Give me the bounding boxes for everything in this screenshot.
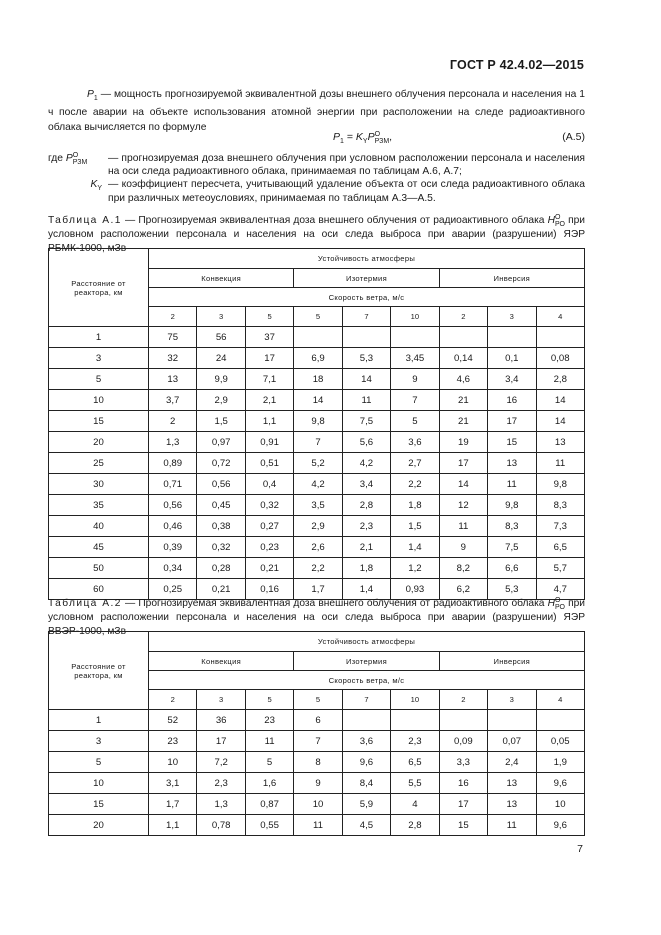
table1-group-header: Изотермия — [294, 269, 439, 288]
dose-cell: 16 — [439, 773, 487, 794]
dose-cell: 0,4 — [245, 474, 293, 495]
dose-cell: 9,6 — [342, 752, 390, 773]
table-row — [49, 731, 585, 752]
formula-tail: , — [389, 131, 393, 143]
definition-symbol — [48, 178, 108, 204]
table1-caption-a: — Прогнозируемая эквивалентная доза внешнего облучения от радиоактивного облака — [121, 215, 548, 226]
table2-speed-header: 5 — [245, 690, 293, 710]
dose-cell: 36 — [197, 710, 245, 731]
dose-cell: 1,4 — [342, 579, 390, 600]
table-row — [49, 348, 585, 369]
dose-cell: 2,2 — [294, 558, 342, 579]
formula-k: K — [355, 131, 363, 143]
dose-cell: 2,1 — [342, 537, 390, 558]
table2-h: H — [547, 598, 555, 609]
table2-speed-header: 3 — [488, 690, 536, 710]
dose-cell: 0,72 — [197, 453, 245, 474]
distance-cell: 1 — [49, 710, 149, 731]
table2-speed-header: 4 — [536, 690, 585, 710]
dose-cell: 6,9 — [294, 348, 342, 369]
dose-cell: 52 — [149, 710, 197, 731]
table1-wind-header: Скорость ветра, м/с — [149, 288, 585, 307]
definition-symbol — [48, 152, 108, 178]
table2-distance-header: Расстояние от реактора, км — [49, 632, 149, 710]
dose-cell: 19 — [439, 432, 487, 453]
dose-cell: 9,8 — [294, 411, 342, 432]
dose-cell: 21 — [439, 390, 487, 411]
dose-cell: 17 — [439, 794, 487, 815]
dose-cell — [294, 327, 342, 348]
dose-cell: 0,16 — [245, 579, 293, 600]
dose-cell: 11 — [536, 453, 585, 474]
distance-cell: 10 — [49, 773, 149, 794]
table2-caption-a: — Прогнозируемая эквивалентная доза внешнего облучения от радиоактивного облака — [121, 598, 548, 609]
dose-cell: 6,5 — [391, 752, 439, 773]
dose-cell: 0,27 — [245, 516, 293, 537]
distance-cell: 30 — [49, 474, 149, 495]
dose-cell: 3,5 — [294, 495, 342, 516]
table1-speed-header: 3 — [488, 307, 536, 327]
dose-cell: 11 — [245, 731, 293, 752]
dose-cell: 13 — [149, 369, 197, 390]
dose-cell: 14 — [536, 411, 585, 432]
distance-cell: 40 — [49, 516, 149, 537]
distance-cell: 50 — [49, 558, 149, 579]
dose-cell: 7 — [294, 432, 342, 453]
dose-cell: 0,89 — [149, 453, 197, 474]
formula-number: (А.5) — [562, 131, 585, 143]
dose-cell — [439, 327, 487, 348]
dose-cell: 9 — [294, 773, 342, 794]
dose-cell: 1,8 — [342, 558, 390, 579]
dose-cell: 0,14 — [439, 348, 487, 369]
dose-cell: 6,5 — [536, 537, 585, 558]
dose-cell: 6,6 — [488, 558, 536, 579]
dose-cell: 0,38 — [197, 516, 245, 537]
table1-speed-header: 3 — [197, 307, 245, 327]
table2-h-sub: РО — [554, 604, 565, 611]
table2-speed-header: 7 — [342, 690, 390, 710]
table-row — [49, 474, 585, 495]
dose-cell: 5,6 — [342, 432, 390, 453]
dose-cell: 7,1 — [245, 369, 293, 390]
dose-cell — [439, 710, 487, 731]
dose-cell: 8 — [294, 752, 342, 773]
distance-cell: 60 — [49, 579, 149, 600]
dose-cell: 1,3 — [197, 794, 245, 815]
dose-cell: 16 — [488, 390, 536, 411]
table-row — [49, 516, 585, 537]
table1 — [48, 248, 585, 600]
dose-cell: 9,9 — [197, 369, 245, 390]
definition-sym: P — [65, 153, 73, 164]
table1-speed-header: 2 — [439, 307, 487, 327]
dose-cell: 0,45 — [197, 495, 245, 516]
dose-cell: 7,5 — [342, 411, 390, 432]
formula-p: P — [367, 131, 375, 143]
table2-group-header: Изотермия — [294, 652, 439, 671]
dose-cell: 32 — [149, 348, 197, 369]
dose-cell: 1,4 — [391, 537, 439, 558]
intro-symbol: P — [87, 89, 94, 100]
dose-cell: 2,3 — [342, 516, 390, 537]
distance-cell: 10 — [49, 390, 149, 411]
dose-cell: 0,32 — [245, 495, 293, 516]
dose-cell: 3,4 — [488, 369, 536, 390]
dose-cell: 11 — [439, 516, 487, 537]
formula-p-sup: O — [374, 131, 381, 138]
dose-cell: 1,1 — [149, 815, 197, 836]
table-row — [49, 710, 585, 731]
dose-cell: 11 — [488, 474, 536, 495]
table-row — [49, 327, 585, 348]
dose-cell: 0,91 — [245, 432, 293, 453]
dose-cell: 9,6 — [536, 773, 585, 794]
dose-cell: 2,8 — [391, 815, 439, 836]
table2-stability-header: Устойчивость атмосферы — [149, 632, 585, 652]
definition-item — [48, 178, 585, 204]
distance-cell: 15 — [49, 411, 149, 432]
dose-cell: 2,9 — [197, 390, 245, 411]
dose-cell: 8,2 — [439, 558, 487, 579]
dose-cell: 2,8 — [536, 369, 585, 390]
table2-label: Таблица А.2 — [48, 598, 122, 609]
dose-cell: 13 — [488, 453, 536, 474]
table2-speed-header: 2 — [439, 690, 487, 710]
table2-caption-b: при условном расположении персонала и населения на оси следа выброса при аварии (разрушении) ЯЭР ВВЭР-1000, мЗв — [48, 598, 585, 638]
dose-cell: 3,6 — [342, 731, 390, 752]
table2-wind-header: Скорость ветра, м/с — [149, 671, 585, 690]
dose-cell: 7 — [391, 390, 439, 411]
dose-cell: 4 — [391, 794, 439, 815]
dose-cell: 5,9 — [342, 794, 390, 815]
dose-cell: 3,4 — [342, 474, 390, 495]
dose-cell: 0,05 — [536, 731, 585, 752]
dose-cell: 0,32 — [197, 537, 245, 558]
dose-cell: 4,7 — [536, 579, 585, 600]
dose-cell — [536, 327, 585, 348]
formula-lhs: P — [333, 131, 341, 143]
formula-p-sub: РЗМ — [374, 138, 390, 145]
table1-speed-header: 5 — [294, 307, 342, 327]
definitions — [48, 152, 585, 205]
table-row — [49, 558, 585, 579]
dose-cell — [488, 710, 536, 731]
dose-cell: 7 — [294, 731, 342, 752]
dose-cell: 7,3 — [536, 516, 585, 537]
table-row — [49, 815, 585, 836]
dose-cell: 13 — [488, 773, 536, 794]
dose-cell: 2 — [149, 411, 197, 432]
dose-cell: 5,5 — [391, 773, 439, 794]
dose-cell: 9 — [439, 537, 487, 558]
dose-cell: 0,71 — [149, 474, 197, 495]
distance-cell: 25 — [49, 453, 149, 474]
table1-h-indices — [555, 214, 565, 228]
table2 — [48, 631, 585, 836]
table1-h: H — [547, 215, 555, 226]
dose-cell: 1,9 — [536, 752, 585, 773]
definition-prefix: где — [48, 153, 66, 164]
intro-text: — мощность прогнозируемой эквивалентной дозы внешнего облучения персонала и населения на 1 ч после аварии на объекте использования атомной энергии при расположении на следе радиоактивного облака вычисляется по формуле — [48, 89, 585, 133]
table1-speed-header: 10 — [391, 307, 439, 327]
dose-cell: 21 — [439, 411, 487, 432]
dose-cell: 0,07 — [488, 731, 536, 752]
table1-h-sup: O — [554, 214, 561, 221]
table1-h-sub: РО — [554, 221, 565, 228]
dose-cell: 4,2 — [294, 474, 342, 495]
dose-cell: 10 — [149, 752, 197, 773]
distance-cell: 3 — [49, 348, 149, 369]
table-row — [49, 411, 585, 432]
table2-h-indices — [555, 597, 565, 611]
dose-cell — [488, 327, 536, 348]
dose-cell: 11 — [294, 815, 342, 836]
dose-cell: 5,7 — [536, 558, 585, 579]
dose-cell: 2,3 — [391, 731, 439, 752]
dose-cell: 3,45 — [391, 348, 439, 369]
dose-cell: 5 — [391, 411, 439, 432]
dose-cell: 2,6 — [294, 537, 342, 558]
formula-lhs-sub: 1 — [340, 138, 344, 146]
dose-cell: 0,25 — [149, 579, 197, 600]
definition-indices — [73, 152, 88, 166]
dose-cell: 0,39 — [149, 537, 197, 558]
dose-cell: 10 — [294, 794, 342, 815]
dose-cell: 11 — [488, 815, 536, 836]
dose-cell: 17 — [245, 348, 293, 369]
definition-text: — прогнозируемая доза внешнего облучения при условном расположении персонала и населения на оси следа радиоактивного облака, принимаемая по таблицам А.6, А.7; — [108, 153, 585, 178]
distance-cell: 35 — [49, 495, 149, 516]
dose-cell: 17 — [197, 731, 245, 752]
dose-cell — [391, 327, 439, 348]
table2-speed-header: 10 — [391, 690, 439, 710]
dose-cell: 2,4 — [488, 752, 536, 773]
dose-cell: 3,3 — [439, 752, 487, 773]
dose-cell: 12 — [439, 495, 487, 516]
distance-cell: 45 — [49, 537, 149, 558]
dose-cell — [536, 710, 585, 731]
dose-cell: 18 — [294, 369, 342, 390]
table2-h-sup: O — [554, 597, 561, 604]
dose-cell: 13 — [536, 432, 585, 453]
table-row — [49, 752, 585, 773]
table1-label: Таблица А.1 — [48, 215, 122, 226]
distance-cell: 5 — [49, 752, 149, 773]
table-row — [49, 390, 585, 411]
intro-symbol-sub: 1 — [93, 95, 98, 103]
dose-cell: 14 — [342, 369, 390, 390]
dose-cell: 14 — [439, 474, 487, 495]
dose-cell: 9,8 — [488, 495, 536, 516]
dose-cell: 8,3 — [536, 495, 585, 516]
dose-cell: 23 — [245, 710, 293, 731]
distance-cell: 20 — [49, 432, 149, 453]
formula-line — [48, 130, 585, 146]
dose-cell: 6,2 — [439, 579, 487, 600]
dose-cell: 1,6 — [245, 773, 293, 794]
table1-speed-header: 7 — [342, 307, 390, 327]
page-number: 7 — [577, 843, 583, 855]
dose-cell: 2,8 — [342, 495, 390, 516]
formula-eq: = — [343, 131, 356, 143]
table1-group-header: Инверсия — [439, 269, 584, 288]
distance-cell: 1 — [49, 327, 149, 348]
dose-cell: 1,7 — [149, 794, 197, 815]
dose-cell: 1,7 — [294, 579, 342, 600]
dose-cell: 4,6 — [439, 369, 487, 390]
table2-speed-header: 3 — [197, 690, 245, 710]
table2-group-header: Инверсия — [439, 652, 584, 671]
dose-cell: 0,08 — [536, 348, 585, 369]
dose-cell: 2,3 — [197, 773, 245, 794]
dose-cell — [391, 710, 439, 731]
dose-cell: 0,56 — [197, 474, 245, 495]
dose-cell: 0,34 — [149, 558, 197, 579]
dose-cell: 4,2 — [342, 453, 390, 474]
dose-cell: 0,56 — [149, 495, 197, 516]
dose-cell: 0,55 — [245, 815, 293, 836]
dose-cell: 24 — [197, 348, 245, 369]
table1-speed-header: 4 — [536, 307, 585, 327]
table-row — [49, 369, 585, 390]
table2-speed-header: 5 — [294, 690, 342, 710]
dose-cell: 1,5 — [197, 411, 245, 432]
dose-cell: 75 — [149, 327, 197, 348]
table2-group-header: Конвекция — [149, 652, 294, 671]
dose-cell — [342, 710, 390, 731]
dose-cell: 1,5 — [391, 516, 439, 537]
definition-sub: Y — [97, 185, 102, 193]
dose-cell: 0,87 — [245, 794, 293, 815]
intro-paragraph — [48, 88, 585, 135]
dose-cell: 9 — [391, 369, 439, 390]
dose-cell: 1,3 — [149, 432, 197, 453]
distance-cell: 3 — [49, 731, 149, 752]
dose-cell: 0,23 — [245, 537, 293, 558]
dose-cell: 3,7 — [149, 390, 197, 411]
formula — [333, 131, 392, 145]
dose-cell: 0,51 — [245, 453, 293, 474]
dose-cell: 1,1 — [245, 411, 293, 432]
distance-cell: 15 — [49, 794, 149, 815]
dose-cell: 15 — [488, 432, 536, 453]
dose-cell: 3,6 — [391, 432, 439, 453]
dose-cell: 17 — [488, 411, 536, 432]
dose-cell: 0,1 — [488, 348, 536, 369]
table1-speed-header: 2 — [149, 307, 197, 327]
dose-cell: 14 — [536, 390, 585, 411]
dose-cell: 9,6 — [536, 815, 585, 836]
table1-stability-header: Устойчивость атмосферы — [149, 249, 585, 269]
dose-cell: 7,5 — [488, 537, 536, 558]
dose-cell: 56 — [197, 327, 245, 348]
dose-cell: 4,5 — [342, 815, 390, 836]
dose-cell: 14 — [294, 390, 342, 411]
table-row — [49, 794, 585, 815]
dose-cell: 2,1 — [245, 390, 293, 411]
dose-cell: 8,3 — [488, 516, 536, 537]
table2-speed-header: 2 — [149, 690, 197, 710]
standard-header: ГОСТ Р 42.4.02—2015 — [449, 58, 584, 72]
table1-speed-header: 5 — [245, 307, 293, 327]
table-row — [49, 432, 585, 453]
definition-sup: O — [72, 152, 79, 159]
table1-distance-header: Расстояние от реактора, км — [49, 249, 149, 327]
definition-sym: K — [90, 179, 98, 191]
dose-cell: 37 — [245, 327, 293, 348]
table-row — [49, 495, 585, 516]
dose-cell: 0,28 — [197, 558, 245, 579]
distance-cell: 20 — [49, 815, 149, 836]
dose-cell: 1,8 — [391, 495, 439, 516]
dose-cell: 15 — [439, 815, 487, 836]
distance-cell: 5 — [49, 369, 149, 390]
formula-p-indices — [374, 131, 393, 145]
dose-cell: 2,9 — [294, 516, 342, 537]
dose-cell: 0,21 — [197, 579, 245, 600]
table-row — [49, 453, 585, 474]
dose-cell: 5,2 — [294, 453, 342, 474]
dose-cell — [342, 327, 390, 348]
table-row — [49, 773, 585, 794]
dose-cell: 2,7 — [391, 453, 439, 474]
dose-cell: 7,2 — [197, 752, 245, 773]
dose-cell: 3,1 — [149, 773, 197, 794]
dose-cell: 6 — [294, 710, 342, 731]
dose-cell: 8,4 — [342, 773, 390, 794]
dose-cell: 10 — [536, 794, 585, 815]
dose-cell: 9,8 — [536, 474, 585, 495]
dose-cell: 0,78 — [197, 815, 245, 836]
dose-cell: 5,3 — [342, 348, 390, 369]
dose-cell: 5 — [245, 752, 293, 773]
dose-cell: 0,46 — [149, 516, 197, 537]
dose-cell: 2,2 — [391, 474, 439, 495]
dose-cell: 0,21 — [245, 558, 293, 579]
dose-cell: 17 — [439, 453, 487, 474]
table-row — [49, 537, 585, 558]
dose-cell: 0,97 — [197, 432, 245, 453]
definition-item — [48, 152, 585, 178]
dose-cell: 1,2 — [391, 558, 439, 579]
definition-sub: РЗМ — [72, 159, 88, 166]
dose-cell: 0,93 — [391, 579, 439, 600]
dose-cell: 11 — [342, 390, 390, 411]
dose-cell: 13 — [488, 794, 536, 815]
definition-text: — коэффициент пересчета, учитывающий удаление объекта от оси следа радиоактивного облака при различных метеоусловиях, принимаемая по таблицам А.3—А.5. — [108, 179, 585, 204]
dose-cell: 0,09 — [439, 731, 487, 752]
table1-group-header: Конвекция — [149, 269, 294, 288]
dose-cell: 5,3 — [488, 579, 536, 600]
dose-cell: 23 — [149, 731, 197, 752]
table1-caption-b: при условном расположении персонала и населения на оси следа выброса при аварии (разрушении) ЯЭР РБМК-1000, мЗв — [48, 215, 585, 255]
formula-k-sub: Y — [362, 138, 368, 146]
